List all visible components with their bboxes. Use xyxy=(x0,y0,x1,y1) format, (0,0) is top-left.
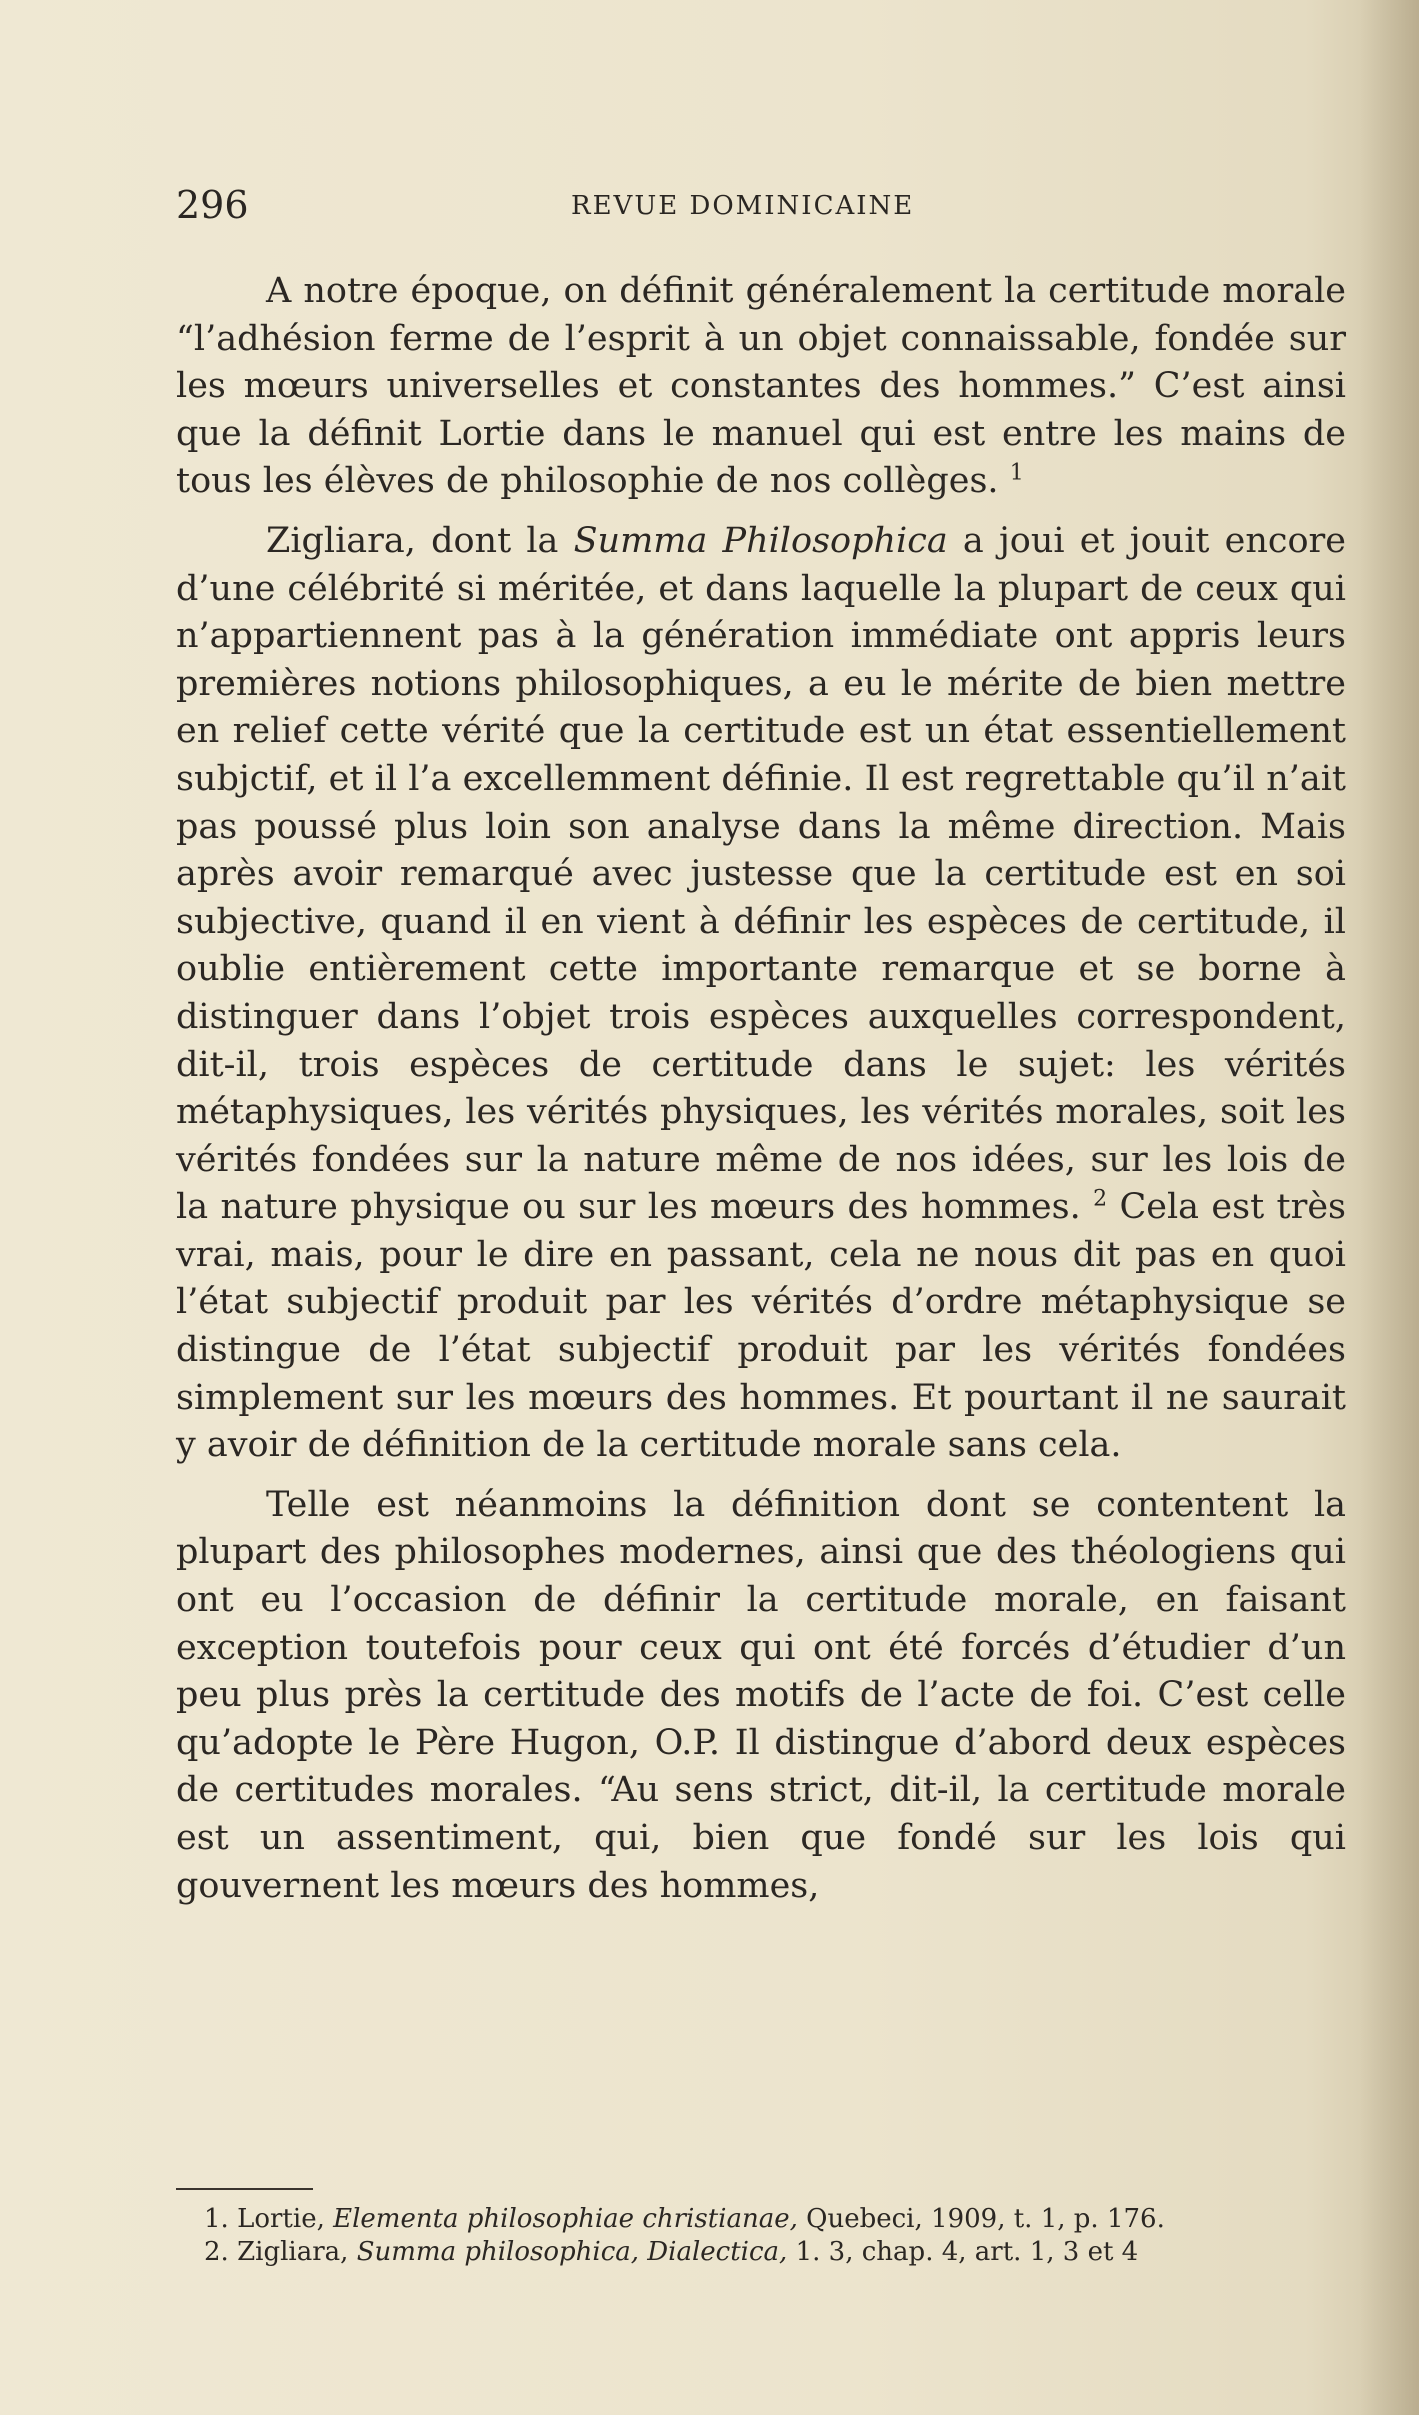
footnote-1-author: Lortie, xyxy=(237,2204,325,2234)
paragraph-2 xyxy=(176,518,1346,1470)
footnote-1-title: Elementa philosophiae christianae, xyxy=(333,2204,798,2234)
footnote-2-number: 2. xyxy=(204,2237,229,2267)
footnotes xyxy=(176,2203,1346,2269)
footnote-2-title: Summa philosophica, Dialectica, xyxy=(356,2237,788,2267)
footnote-divider xyxy=(176,2188,313,2190)
running-title: REVUE DOMINICAINE xyxy=(571,191,915,221)
footnote-1 xyxy=(176,2203,1346,2236)
paragraph-1-text: A notre époque, on définit généralement la certitude morale “l’adhésion ferme de l’esprit à un objet connaissable, fondée sur les mœurs universelles et constantes des hommes.” C’est ainsi que la définit Lortie dans le manuel qui est entre les mains de tous les élèves de philosophie de nos collèges. xyxy=(176,271,1346,502)
paragraph-1 xyxy=(176,268,1346,506)
paragraph-2-middle: a joui et jouit encore d’une célébrité si méritée, et dans laquelle la plupart de ceux qui n’appartiennent pas à la génération immédiate ont appris leurs premières notions philosophiques, a eu le mérite de bien mettre en relief cette vérité que la certitude est un état essentiellement subjctif, et il l’a excellemment définie. Il est regrettable qu’il n’ait pas poussé plus loin son analyse dans la même direction. Mais après avoir remarqué avec justesse que la certitude est en soi subjective, quand il en vient à définir les espèces de certitude, il oublie entièrement cette importante remarque et se borne à distinguer dans l’objet trois espèces auxquelles correspondent, dit-il, trois espèces de certitude dans le sujet: les vérités métaphysiques, les vérités physiques, les vérités morales, soit les vérités fondées sur la nature même de nos idées, sur les lois de la nature physique ou sur les mœurs des hommes. xyxy=(176,520,1346,1228)
footnote-2-author: Zigliara, xyxy=(237,2237,349,2267)
book-title-italic: Summa Philosophica xyxy=(573,520,948,561)
paragraph-2-after: Cela est très vrai, mais, pour le dire en passant, cela ne nous dit pas en quoi l’état subjectif produit par les vérités d’ordre métaphysique se distingue de l’état subjectif produit par les vérités fondées simplement sur les mœurs des hommes. Et pourtant il ne saurait y avoir de définition de la certitude morale sans cela. xyxy=(176,1187,1347,1466)
footnote-ref-2: 2 xyxy=(1093,1186,1108,1212)
paragraph-3-text: Telle est néanmoins la définition dont se contentent la plupart des philosophes modernes, ainsi que des théologiens qui ont eu l’occasion de définir la certitude morale, en faisant exception toutefois pour ceux qui ont été forcés d’étudier d’un peu plus près la certitude des motifs de l’acte de foi. C’est celle qu’adopte le Père Hugon, O.P. Il distingue d’abord deux espèces de certitudes morales. “Au sens strict, dit-il, la certitude morale est un assentiment, qui, bien que fondé sur les lois qui gouvernent les mœurs des hommes, xyxy=(176,1484,1346,1906)
footnote-1-number: 1. xyxy=(204,2204,229,2234)
footnote-2 xyxy=(176,2236,1346,2269)
paragraph-2-start: Zigliara, dont la xyxy=(266,520,559,561)
footnote-2-details: 1. 3, chap. 4, art. 1, 3 et 4 xyxy=(795,2237,1139,2267)
page-number: 296 xyxy=(176,183,249,227)
page-edge-shadow xyxy=(1359,0,1419,2415)
footnote-1-details: Quebeci, 1909, t. 1, p. 176. xyxy=(806,2204,1165,2234)
paragraph-3 xyxy=(176,1482,1346,1910)
page-header xyxy=(176,182,1346,228)
body-text xyxy=(176,268,1346,1922)
footnote-ref-1: 1 xyxy=(1009,460,1024,486)
